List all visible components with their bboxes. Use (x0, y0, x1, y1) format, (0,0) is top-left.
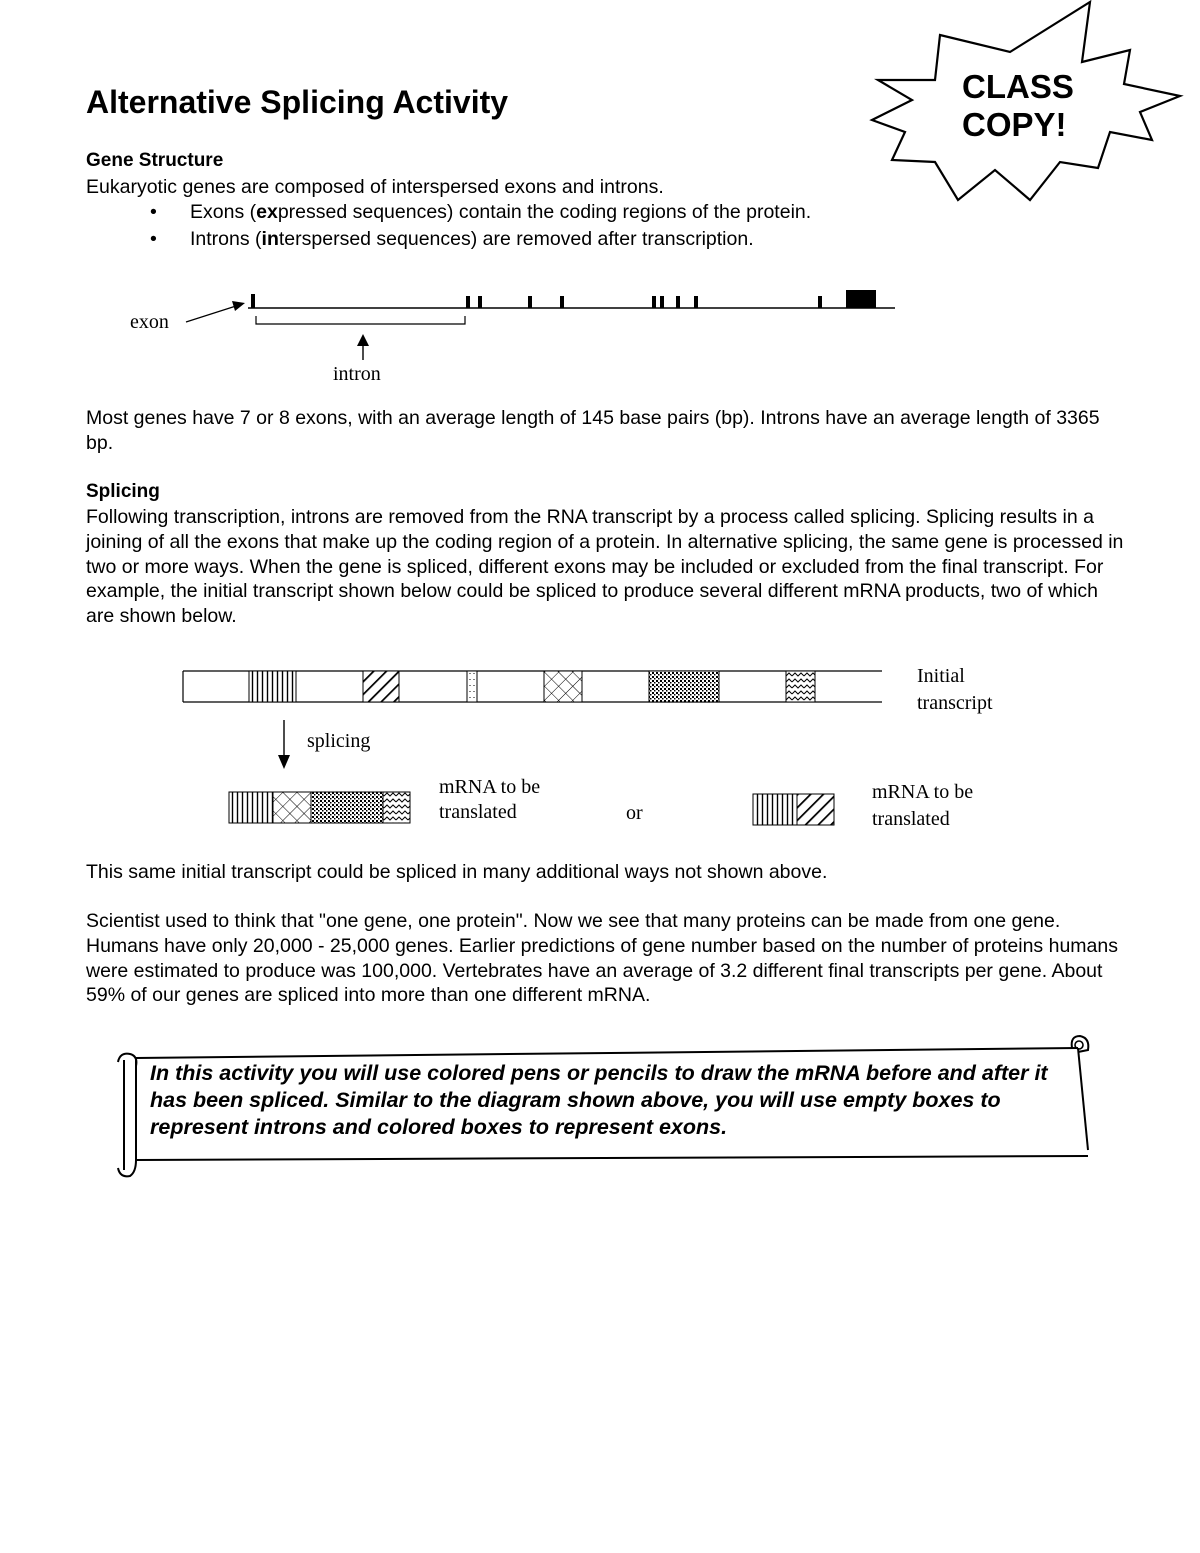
gene-structure-intro: Eukaryotic genes are composed of interspersed exons and introns. (86, 176, 664, 198)
bullet-exons (150, 200, 811, 224)
stamp-line-2: COPY! (962, 106, 1067, 143)
bullet-exons-bold: ex (256, 201, 278, 223)
intron-bracket (256, 316, 465, 324)
initial-transcript (183, 671, 882, 702)
activity-instructions: In this activity you will use colored pens or pencils to draw the mRNA before and after it has been spliced. Similar to the diagram shown above, you will use empty boxes to represent introns and colored boxes to represent exons. (150, 1061, 1048, 1139)
mrna1-label-2: translated (439, 801, 517, 823)
exon-mark (818, 296, 822, 308)
splicing-diagram (183, 671, 882, 825)
exon-mark (694, 296, 698, 308)
exon-wave (786, 671, 815, 702)
exon-mark (652, 296, 656, 308)
mrna1-label-1: mRNA to be (439, 776, 541, 798)
scientist-text: Scientist used to think that "one gene, one protein". Now we see that many proteins can be made from one gene. Humans have only 20,000 - 25,000 genes. Earlier predictions of gene number based on the number of proteins humans were estimated to produce was 100,000. Vertebrates have an average of 3.2 different final transcripts per gene. About 59% of our genes are spliced into more than one different mRNA. (86, 910, 1118, 1007)
exon-mark (846, 290, 876, 308)
mrna2-label-1: mRNA to be (872, 781, 974, 803)
gene-stats: Most genes have 7 or 8 exons, with an average length of 145 base pairs (bp). Introns have an average length of 3365 bp. (86, 407, 1100, 454)
stamp-line-1: CLASS (962, 68, 1074, 105)
initial-label-2: transcript (917, 692, 993, 714)
bullet-introns-pre: Introns ( (190, 228, 262, 250)
bullet-exons-pre: Exons ( (190, 201, 257, 223)
bullet-dot: • (150, 201, 157, 223)
exon-diagonal (363, 671, 399, 702)
exon-sparse (467, 671, 477, 702)
gene-structure-diagram (186, 290, 895, 360)
class-copy-stamp (962, 68, 1074, 144)
exon-mark (478, 296, 482, 308)
intron-label: intron (333, 363, 381, 385)
bullet-exons-post: pressed sequences) contain the coding regions of the protein. (277, 201, 812, 223)
exon-arrow (186, 306, 236, 322)
exon-mark (251, 294, 255, 308)
exon-vertical (249, 671, 296, 702)
exon-crosshatch (544, 671, 582, 702)
splicing-heading: Splicing (86, 481, 160, 502)
or-label: or (626, 802, 643, 824)
exon-mark (466, 296, 470, 308)
bullet-introns-bold: in (261, 228, 279, 250)
splicing-text: Following transcription, introns are removed from the RNA transcript by a process called splicing. Splicing results in a joining of all the exons that make up the coding region of a protein. In alternative splicing, the same gene is processed in two or more ways. When the gene is spliced, different exons may be included or excluded from the final transcript. For example, the initial transcript shown below could be spliced to produce several different mRNA products, two of which are shown below. (86, 506, 1124, 628)
exon-mark (676, 296, 680, 308)
exon-mark (560, 296, 564, 308)
exon-mark (528, 296, 532, 308)
exon-label: exon (130, 311, 169, 333)
mrna-product-1 (229, 792, 410, 823)
initial-label-1: Initial (917, 665, 965, 687)
splicing-label: splicing (307, 730, 371, 752)
bullet-dot: • (150, 228, 157, 250)
additional-text: This same initial transcript could be spliced in many additional ways not shown above. (86, 861, 828, 883)
exon-dots (649, 671, 719, 702)
exon-mark (660, 296, 664, 308)
mrna-product-2 (753, 794, 834, 825)
gene-structure-heading: Gene Structure (86, 150, 224, 171)
bullet-introns-post: terspersed sequences) are removed after transcription. (278, 228, 754, 250)
bullet-introns (150, 227, 754, 251)
mrna2-label-2: translated (872, 808, 950, 830)
page-title: Alternative Splicing Activity (86, 84, 509, 120)
